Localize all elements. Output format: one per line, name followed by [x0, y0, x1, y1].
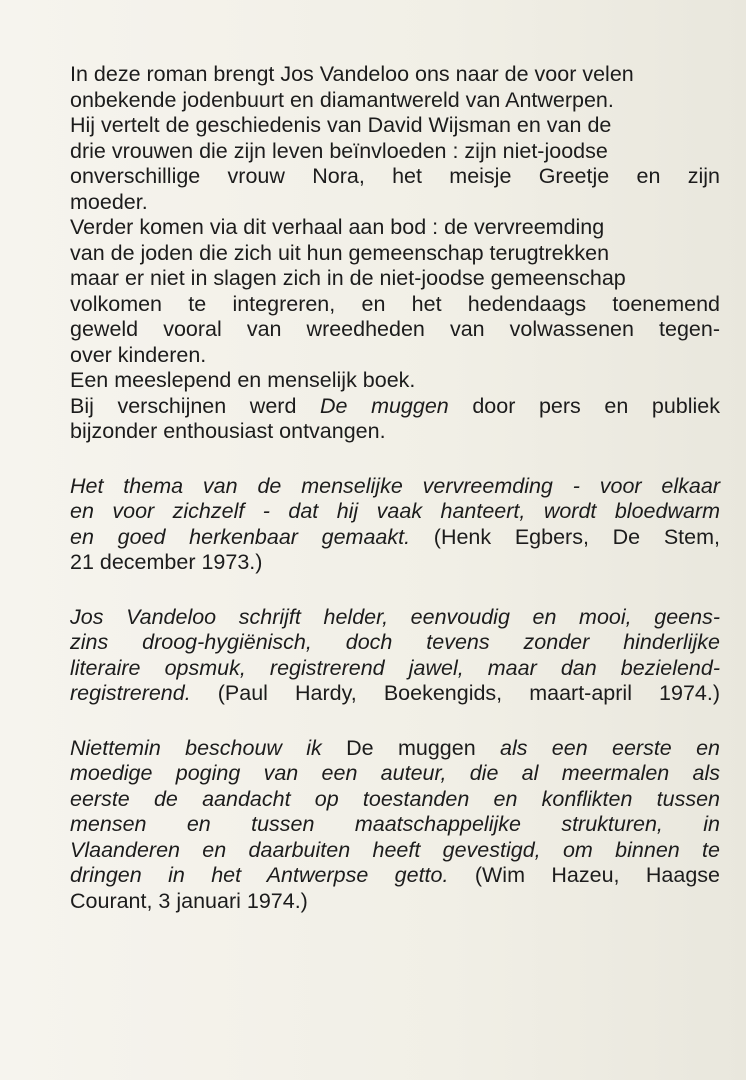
quote-line: [70, 787, 720, 813]
blurb-line: van de joden die zich uit hun gemeenschap terugtrekken: [70, 240, 610, 265]
blurb-line: onverschillige vrouw Nora, het meisje Greetje en zijn: [70, 164, 720, 188]
quote-text: eerste de aandacht op toestanden en konflikten tussen: [70, 786, 720, 811]
blurb-line: [70, 394, 720, 420]
quote-source-line: 21 december 1973.): [70, 550, 263, 574]
paragraph-gap: [70, 576, 720, 605]
blurb-text: Bij verschijnen werd: [70, 393, 320, 418]
quote-line: [70, 838, 720, 864]
quote-text: als een eerste en: [475, 735, 720, 760]
quote-line: [70, 499, 720, 525]
quote-line: [70, 681, 720, 707]
blurb-line: maar er niet in slagen zich in de niet-joodse gemeenschap: [70, 266, 626, 290]
blurb-line: moeder.: [70, 189, 148, 214]
quote-line: [70, 605, 720, 631]
quote-text: en voor zichzelf - dat hij vaak hanteert, wordt bloedwarm: [70, 499, 720, 523]
blurb-line: drie vrouwen die zijn leven beïnvloeden : zijn niet-joodse: [70, 138, 608, 163]
quote-text: registrerend.: [70, 681, 191, 705]
quote-line: [70, 474, 720, 500]
quote-source: (Paul Hardy, Boekengids, maart-april 1974.): [190, 681, 720, 705]
quote-text: Jos Vandeloo schrijft helder, eenvoudig en mooi, geens-: [70, 604, 720, 629]
quote-source: (Henk Egbers, De Stem,: [410, 524, 720, 549]
blurb-line: Een meeslepend en menselijk boek.: [70, 368, 416, 392]
blurb-line: In deze roman brengt Jos Vandeloo ons naar de voor velen: [70, 62, 634, 86]
blurb-line: geweld vooral van wreedheden van volwassenen tegen-: [70, 317, 720, 341]
book-title: De muggen: [346, 735, 476, 760]
quote-text: Vlaanderen en daarbuiten heeft gevestigd, om binnen te: [70, 837, 720, 862]
quote-text: literaire opsmuk, registrerend jawel, maar dan bezielend-: [70, 655, 720, 680]
quote-text: en goed herkenbaar gemaakt.: [70, 524, 411, 549]
quote-line: [70, 863, 720, 889]
quote-text: dringen in het Antwerpse getto.: [70, 863, 449, 887]
blurb-line: Hij vertelt de geschiedenis van David Wijsman en van de: [70, 113, 612, 137]
quote-line: [70, 736, 720, 762]
quote-text: Niettemin beschouw ik: [70, 735, 347, 760]
quote-line: [70, 525, 720, 551]
blurb-line: volkomen te integreren, en het hedendaags toenemend: [70, 291, 720, 316]
paragraph-gap: [70, 707, 720, 736]
blurb-text: door pers en publiek: [448, 393, 720, 418]
back-cover-text: [70, 62, 720, 914]
blurb-line: Verder komen via dit verhaal aan bod : de vervreemding: [70, 215, 605, 239]
quote-text: Het thema van de menselijke vervreemding - voor elkaar: [70, 473, 720, 498]
paragraph-gap: [70, 445, 720, 474]
quote-source: (Wim Hazeu, Haagse: [448, 863, 720, 887]
quote-line: [70, 812, 720, 838]
blurb-line: bijzonder enthousiast ontvangen.: [70, 419, 386, 443]
blurb-line: onbekende jodenbuurt en diamantwereld van Antwerpen.: [70, 87, 614, 112]
quote-line: [70, 761, 720, 787]
quote-source-line: Courant, 3 januari 1974.): [70, 888, 308, 913]
quote-text: zins droog-hygiënisch, doch tevens zonder hinderlijke: [70, 630, 720, 654]
blurb-line: over kinderen.: [70, 342, 207, 367]
quote-text: moedige poging van een auteur, die al meermalen als: [70, 761, 720, 785]
quote-line: [70, 656, 720, 682]
quote-text: mensen en tussen maatschappelijke strukturen, in: [70, 812, 720, 836]
quote-line: [70, 630, 720, 656]
book-title: De muggen: [320, 393, 449, 418]
